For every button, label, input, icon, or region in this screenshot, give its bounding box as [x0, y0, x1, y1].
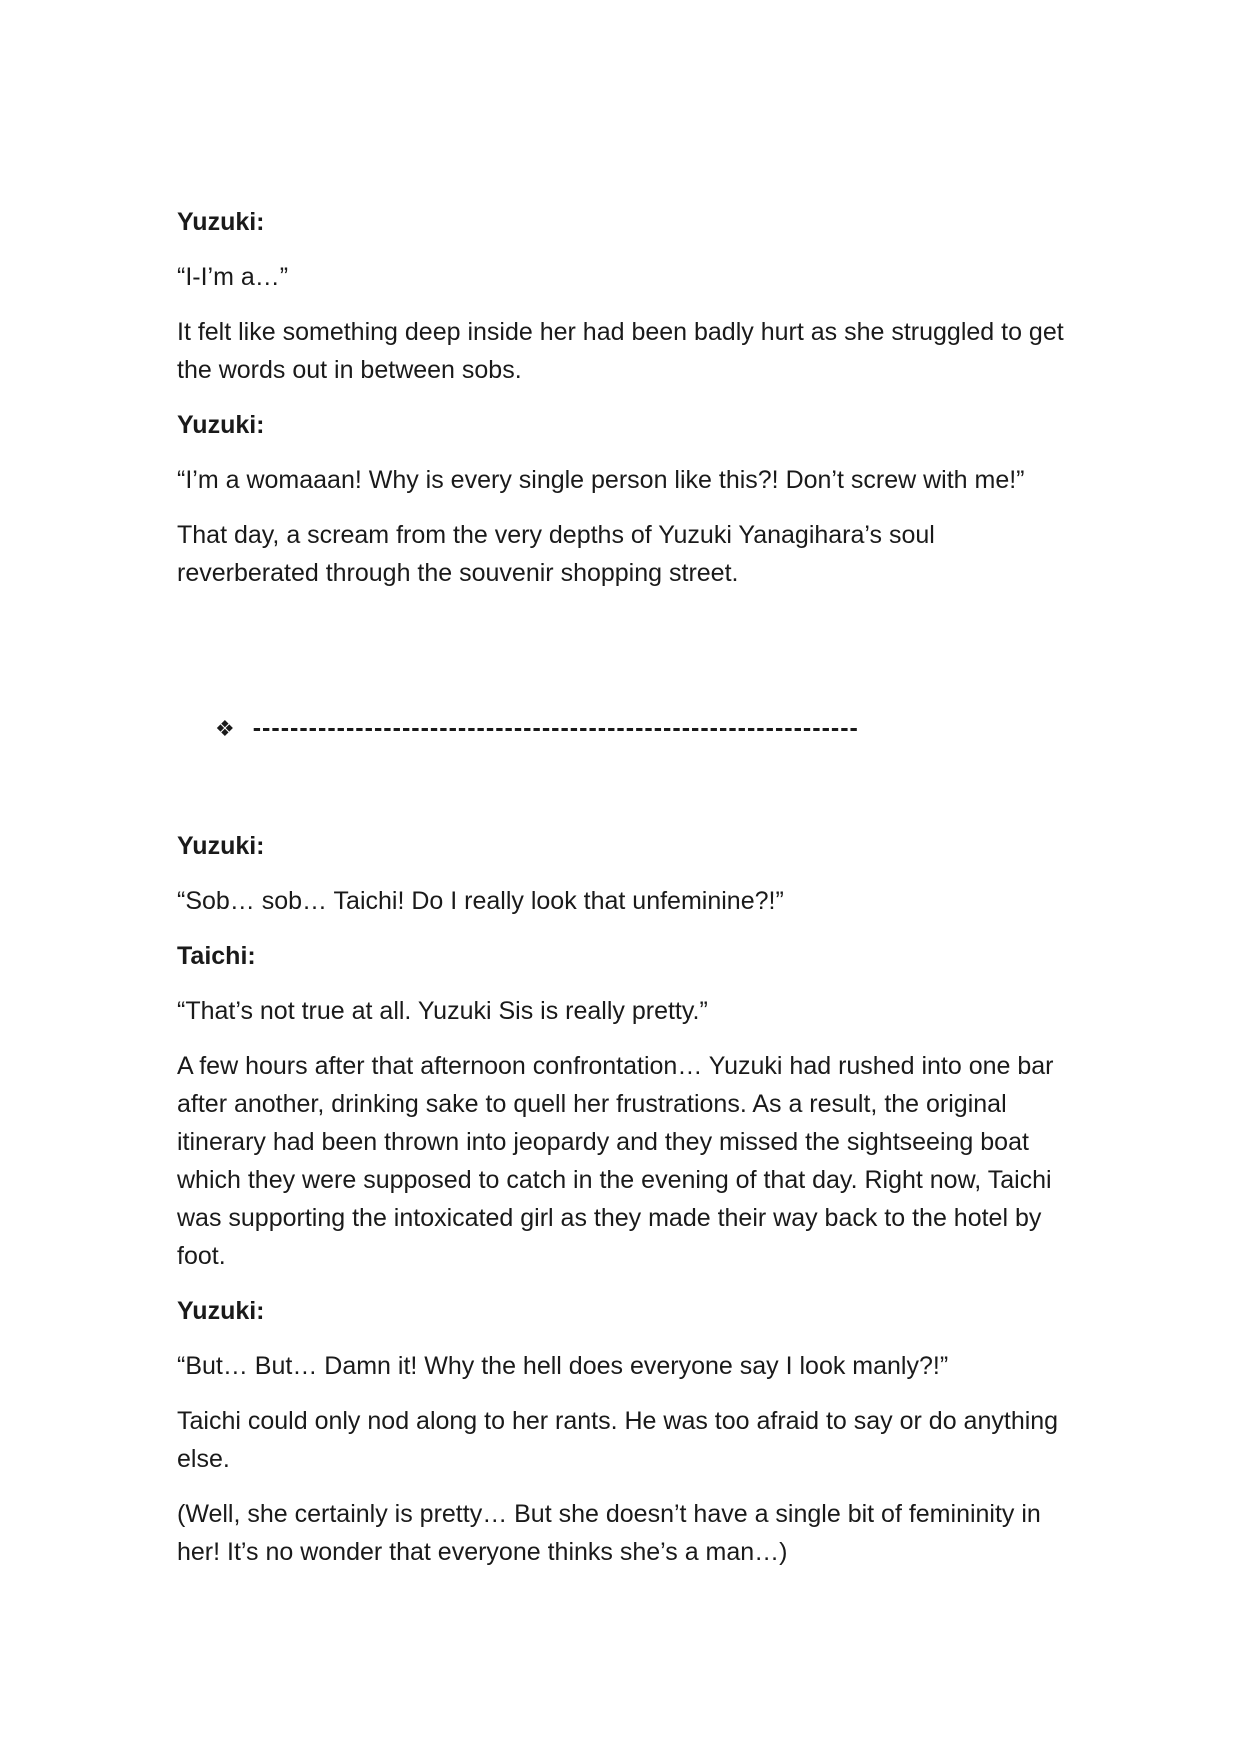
speaker-name: Yuzuki:: [177, 832, 265, 860]
speaker-name: Yuzuki:: [177, 208, 265, 236]
diamond-ornament-icon: ❖: [215, 716, 235, 741]
dialogue-line: “That’s not true at all. Yuzuki Sis is really pretty.”: [177, 997, 708, 1025]
speaker-name: Yuzuki:: [177, 411, 265, 439]
narration-paragraph: That day, a scream from the very depths of Yuzuki Yanagihara’s soul reverberated through the souvenir shopping street.: [177, 521, 935, 587]
speaker-name: Yuzuki:: [177, 1297, 265, 1325]
narration-paragraph: Taichi could only nod along to her rants. He was too afraid to say or do anything else.: [177, 1407, 1059, 1473]
dialogue-line: “I’m a womaaan! Why is every single person like this?! Don’t screw with me!”: [177, 466, 1025, 494]
section-1: [177, 203, 1077, 609]
narration-paragraph: It felt like something deep inside her had been badly hurt as she struggled to get the words out in between sobs.: [177, 318, 1064, 384]
separator-dashes: -----------------------------------------------------------------: [252, 714, 859, 742]
dialogue-line: “But… But… Damn it! Why the hell does everyone say I look manly?!”: [177, 1352, 949, 1380]
scene-separator: [215, 708, 1065, 748]
narration-paragraph: A few hours after that afternoon confrontation… Yuzuki had rushed into one bar after another, drinking sake to quell her frustrations. As a result, the original itinerary had been thrown into jeopardy and they missed the sightseeing boat which they were supposed to catch in the evening of that day. Right now, Taichi was supporting the intoxicated girl as they made their way back to the hotel by foot.: [177, 1052, 1054, 1270]
section-2: [177, 827, 1077, 1588]
speaker-name: Taichi:: [177, 942, 256, 970]
inner-thought-paragraph: (Well, she certainly is pretty… But she doesn’t have a single bit of femininity in her! It’s no wonder that everyone thinks she’s a man…): [177, 1500, 1041, 1566]
dialogue-line: “Sob… sob… Taichi! Do I really look that unfeminine?!”: [177, 887, 784, 915]
dialogue-line: “I-I’m a…”: [177, 263, 289, 291]
